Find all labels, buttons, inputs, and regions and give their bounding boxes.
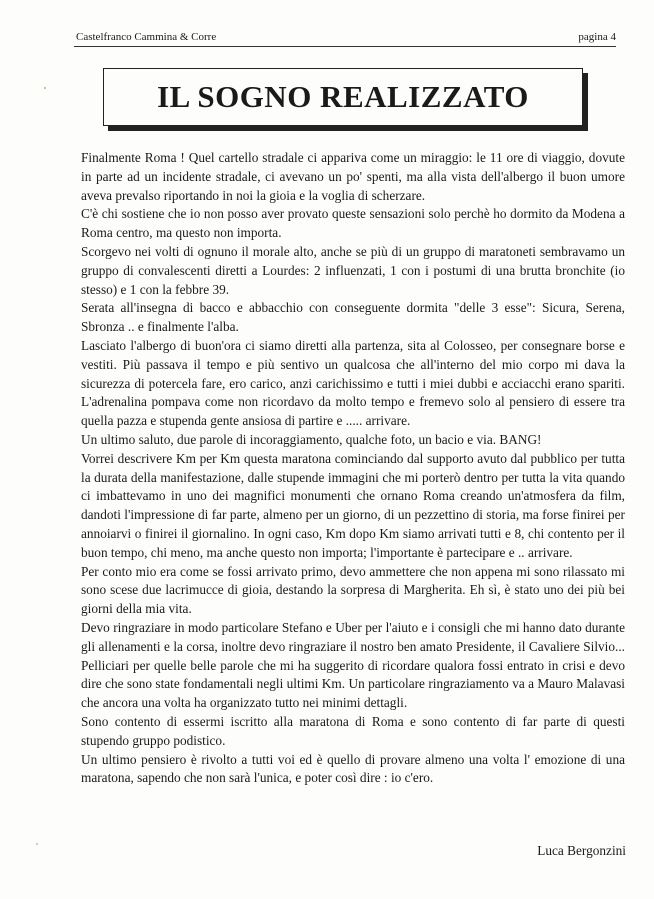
paragraph: Devo ringraziare in modo particolare Stefano e Uber per l'aiuto e i consigli che mi hanno dato durante gli allenamenti e la corsa, inoltre devo ringraziare il nostro ben amato Presidente, il Cavaliere Silvio... Pelliciari per quelle belle parole che mi ha suggerito di ricordare qualora fossi entrato in crisi e devo dire che sono state fondamentali negli ultimi Km. Un particolare ringraziamento va a Mauro Malavasi che ancora una volta ha organizzato tutto nei minimi dettagli. — [81, 619, 625, 711]
paragraph: C'è chi sostiene che io non posso aver provato queste sensazioni solo perchè ho dormito da Modena a Roma centro, ma questo non importa. — [81, 206, 625, 241]
paragraph: Lasciato l'albergo di buon'ora ci siamo diretti alla partenza, sita al Colosseo, per consegnare borse e vestiti. Più passava il tempo e più sentivo un qualcosa che all'interno del mio corpo mi dava la sicurezza di potercela fare, ero carico, anzi carichissimo e tutti i miei dubbi e acciacchi erano spariti. L'adrenalina pompava come non ricordavo da molto tempo e fremevo solo al pensiero di essere tra quella pazza e stupenda gente ansiosa di partire e ..... arrivare. — [81, 337, 625, 429]
paragraph: Un ultimo saluto, due parole di incoraggiamento, qualche foto, un bacio e via. BANG! — [81, 431, 542, 447]
paper-speck — [44, 87, 46, 89]
paragraph: Vorrei descrivere Km per Km questa maratona cominciando dal supporto avuto dal pubblico per tutta la durata della manifestazione, dalle stupende immagini che mi porterò dentro per tutta la vita quando ci imbattevamo in uno dei magnifici monumenti che ornano Roma creando un'atmosfera da film, dandoti l'impressione di far parte, almeno per un giorno, di un pezzettino di storia, ma forse finirei per annoiarvi o finirei il giornalino. In ogni caso, Km dopo Km siamo arrivati tutti e 8, chi contento per il buon tempo, chi meno, ma anche questo non importa; l'importante è partecipare e .. arrivare. — [81, 450, 625, 560]
article-body — [81, 149, 625, 788]
header-rule — [74, 46, 616, 47]
paragraph: Un ultimo pensiero è rivolto a tutti voi ed è quello di provare almeno una volta l' emozione di una maratona, sapendo che non sarà l'unica, e poter così dire : io c'ero. — [81, 751, 625, 786]
page-number: pagina 4 — [578, 31, 616, 43]
title-box — [103, 68, 583, 126]
paragraph: Scorgevo nei volti di ognuno il morale alto, anche se più di un gruppo di maratoneti sembravamo un gruppo di convalescenti diretti a Lourdes: 2 influenzati, 1 con i postumi di una brutta bronchite (io stesso) e 1 con la febbre 39. — [81, 243, 625, 297]
paper-speck — [36, 843, 38, 845]
paragraph: Per conto mio era come se fossi arrivato primo, devo ammettere che non appena mi sono rilassato mi sono scese due lacrimucce di gioia, destando la sorpresa di Margherita. Eh sì, è stato uno dei più bei giorni della mia vita. — [81, 563, 625, 617]
paragraph: Serata all'insegna di bacco e abbacchio con conseguente dormita "delle 3 esse": Sicura, Serena, Sbronza .. e finalmente l'alba. — [81, 300, 625, 335]
author-signature: Luca Bergonzini — [537, 843, 626, 858]
article-title: IL SOGNO REALIZZATO — [157, 79, 529, 114]
publication-name: Castelfranco Cammina & Corre — [76, 31, 217, 43]
paragraph: Sono contento di essermi iscritto alla maratona di Roma e sono contento di far parte di questi stupendo gruppo podistico. — [81, 713, 625, 748]
paragraph: Finalmente Roma ! Quel cartello stradale ci appariva come un miraggio: le 11 ore di viaggio, dovute in parte ad un incidente stradale, ci avevano un po' spenti, ma alla vista dell'albergo il buon umore aveva prevalso riportando in noi la gioia e la voglia di scherzare. — [81, 150, 625, 203]
